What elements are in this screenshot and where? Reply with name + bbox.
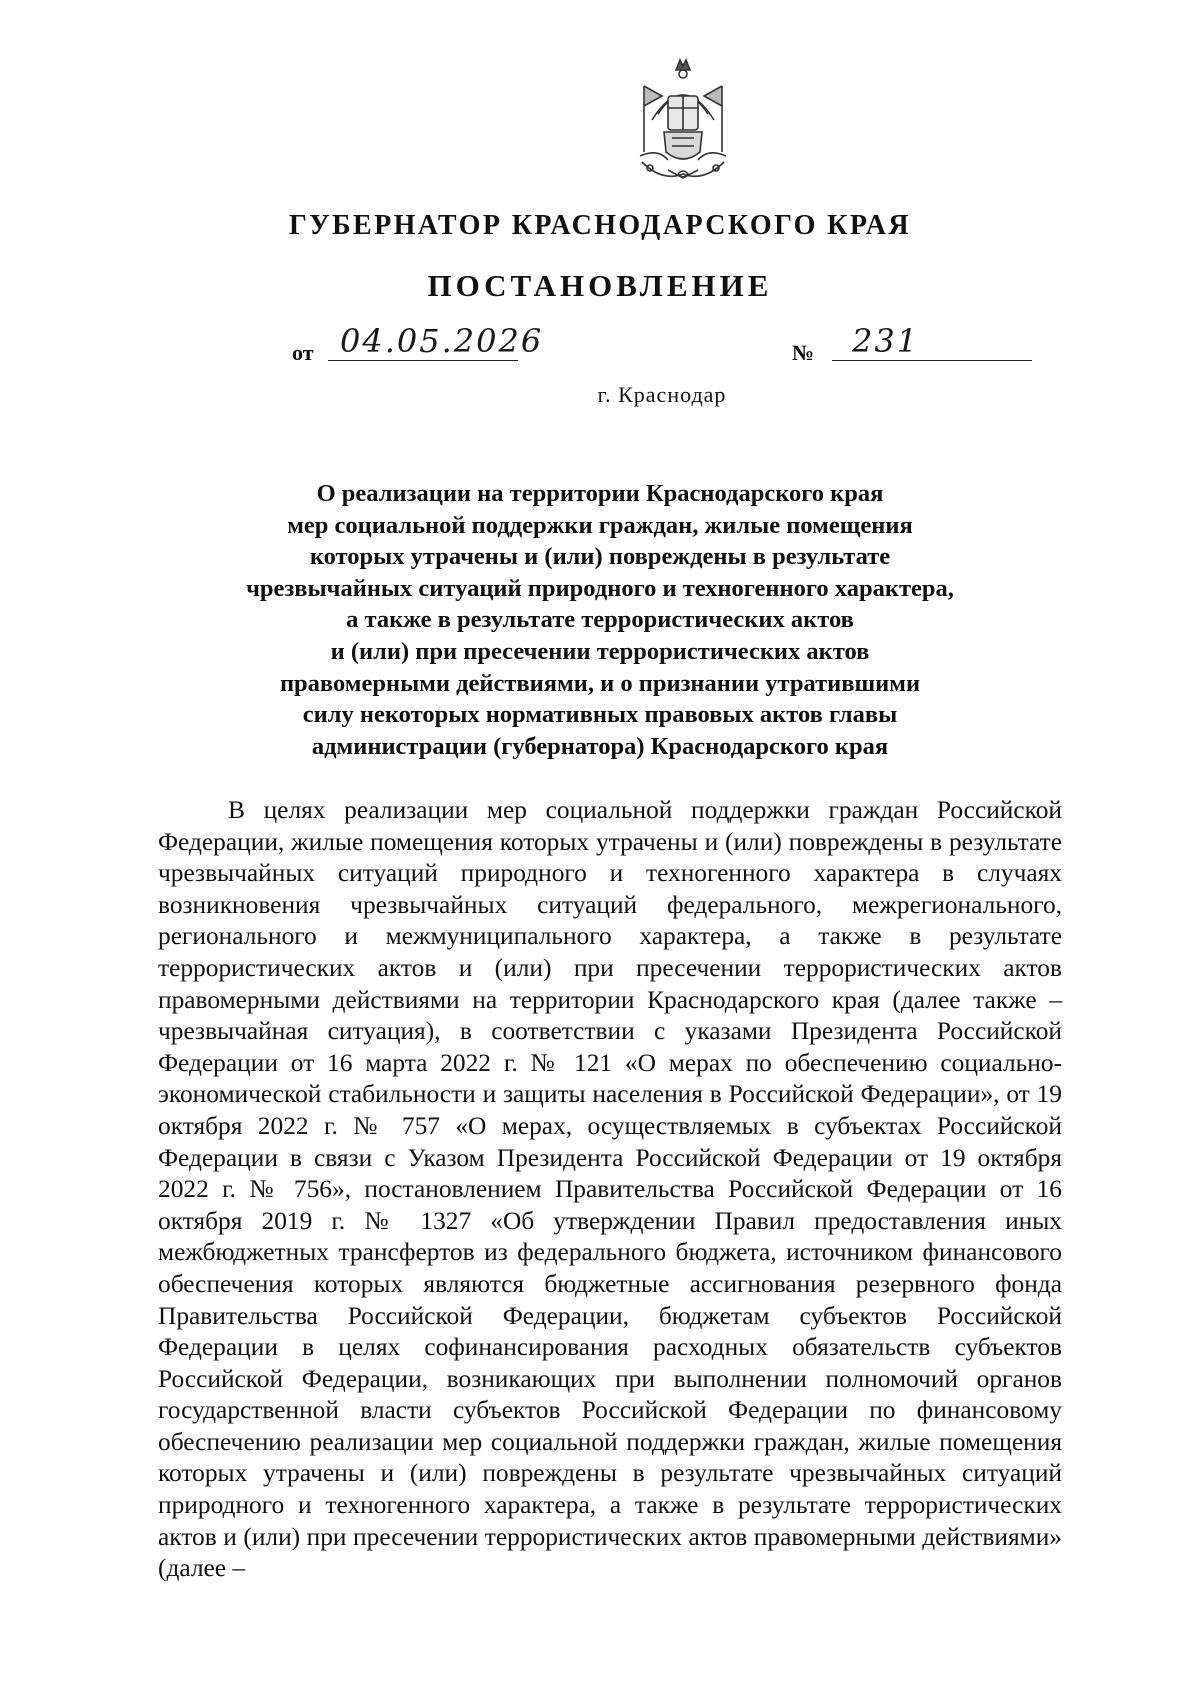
handwritten-date: 04.05.2026	[340, 322, 544, 360]
date-underline	[328, 360, 518, 361]
city: г. Краснодар	[597, 382, 727, 407]
document-title	[150, 478, 1050, 762]
title-line: администрации (губернатора) Краснодарского края	[311, 732, 889, 760]
number-underline	[832, 360, 1032, 361]
issuing-authority: ГУБЕРНАТОР КРАСНОДАРСКОГО КРАЯ	[288, 210, 912, 241]
title-line: О реализации на территории Краснодарского края	[316, 480, 884, 507]
title-line: которых утрачены и (или) повреждены в результате	[309, 543, 891, 571]
coat-of-arms-icon	[628, 56, 738, 184]
document-type: ПОСТАНОВЛЕНИЕ	[427, 268, 773, 303]
title-line: силу некоторых нормативных правовых актов главы	[302, 701, 898, 729]
number-label: №	[792, 340, 815, 365]
title-line: правомерными действиями, и о признании утратившими	[279, 669, 921, 697]
handwritten-number: 231	[852, 322, 920, 360]
title-line: и (или) при пресечении террористических актов	[330, 637, 870, 665]
document-body	[158, 795, 1062, 1585]
title-line: мер социальной поддержки граждан, жилые помещения	[287, 511, 913, 539]
date-label: от	[292, 340, 314, 365]
title-line: чрезвычайных ситуаций природного и техногенного характера,	[246, 574, 954, 602]
body-paragraph: В целях реализации мер социальной поддержки граждан Российской Федерации, жилые помещения которых утрачены и (или) повреждены в результате чрезвычайных ситуаций природного и техногенного характера в случаях возникновения чрезвычайных ситуаций федерального, межрегионального, регионального и межмуниципального характера, а также в результате террористических актов и (или) при пресечении террористических актов правомерными действиями на территории Краснодарского края (далее также – чрезвычайная ситуация), в соответствии с указами Президента Российской Федерации от 16 марта 2022 г. № 121 «О мерах по обеспечению социально-экономической стабильности и защиты населения в Российской Федерации», от 19 октября 2022 г. № 757 «О мерах, осуществляемых в субъектах Российской Федерации в связи с Указом Президента Российской Федерации от 19 октября 2022 г. № 756», постановлением Правительства Российской Федерации от 16 октября 2019 г. № 1327 «Об утверждении Правил предоставления иных межбюджетных трансфертов из федерального бюджета, источником финансового обеспечения которых являются бюджетные ассигнования резервного фонда Правительства Российской Федерации, бюджетам субъектов Российской Федерации в целях софинансирования расходных обязательств субъектов Российской Федерации, возникающих при выполнении полномочий органов государственной власти субъектов Российской Федерации по финансовому обеспечению реализации мер социальной поддержки граждан, жилые помещения которых утрачены и (или) повреждены в результате чрезвычайных ситуаций природного и техногенного характера, а также в результате террористических актов и (или) при пресечении террористических актов правомерными действиями» (далее –	[158, 796, 1062, 1583]
title-line: а также в результате террористических актов	[346, 606, 854, 634]
date-number-row	[292, 322, 1032, 366]
